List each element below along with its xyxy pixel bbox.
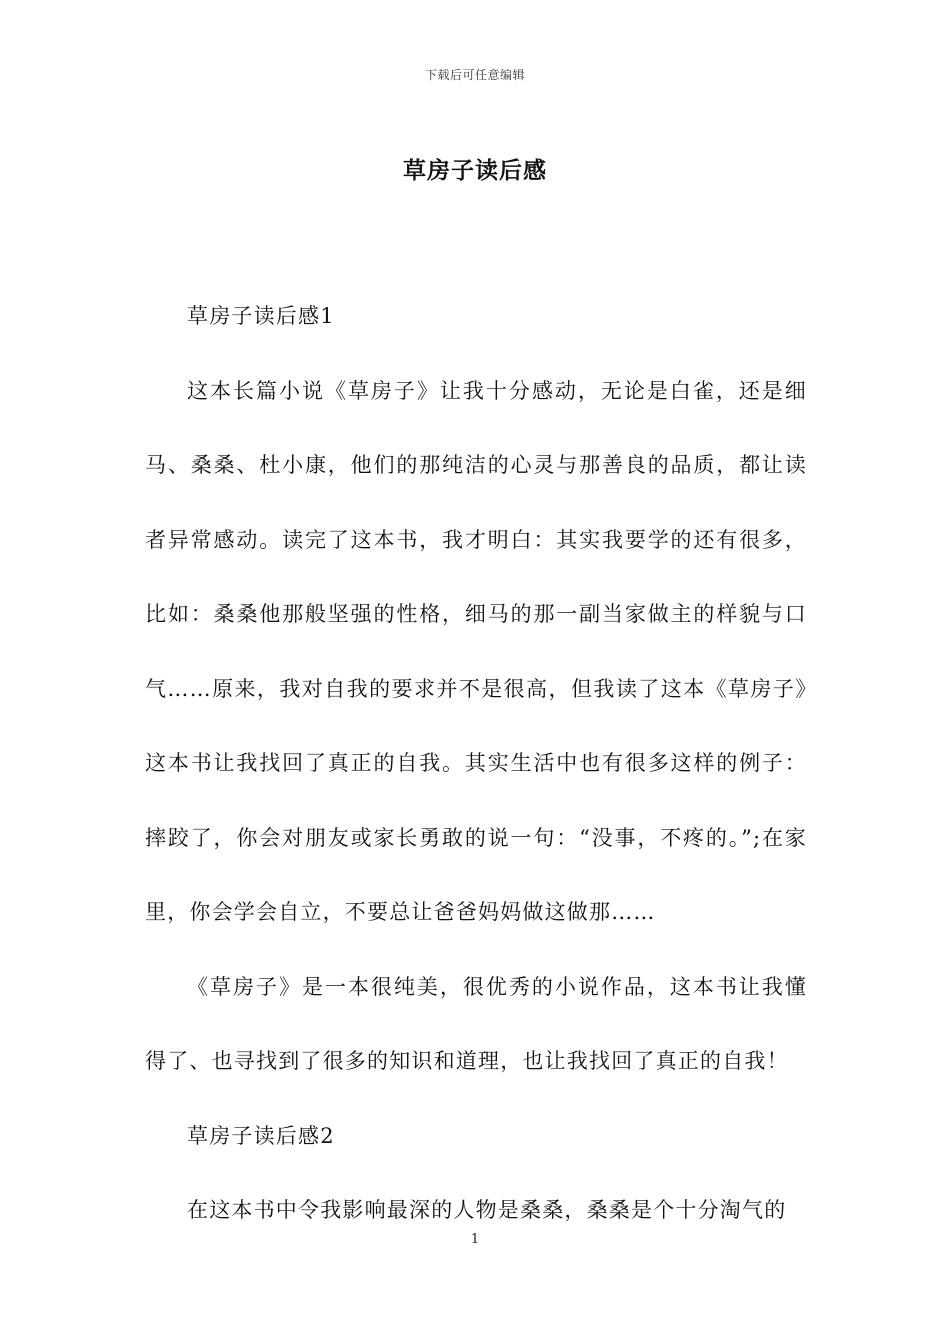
- header-note: 下载后可任意编辑: [424, 68, 525, 82]
- document-title: 草房子读后感: [403, 157, 547, 184]
- paragraph-1: 这本长篇小说《草房子》让我十分感动，无论是白雀，还是细马、桑桑、杜小康，他们的那纯洁的心灵与那善良的品质，都让读者异常感动。读完了这本书，我才明白：其实我要学的还有很多，比如：桑桑他那般坚强的性格，细马的那一副当家做主的样貌与口气……原来，我对自我的要求并不是很高，但我读了这本《草房子》这本书让我找回了真正的自我。其实生活中也有很多这样的例子：摔跤了，你会对朋友或家长勇敢的说一句：“没事，不疼的。”;在家里，你会学会自立，不要总让爸爸妈妈做这做那……: [145, 378, 807, 924]
- document-body: [145, 279, 807, 1248]
- paragraph-3: 在这本书中令我影响最深的人物是桑桑，桑桑是个十分淘气的: [187, 1198, 787, 1222]
- paragraph-2: 《草房子》是一本很纯美，很优秀的小说作品，这本书让我懂得了、也寻找到了很多的知识和道理，也让我找回了真正的自我！: [145, 974, 807, 1073]
- section-heading-1: 草房子读后感1: [187, 304, 335, 328]
- page-number: 1: [470, 1232, 480, 1247]
- section-heading-2: 草房子读后感2: [187, 1123, 335, 1148]
